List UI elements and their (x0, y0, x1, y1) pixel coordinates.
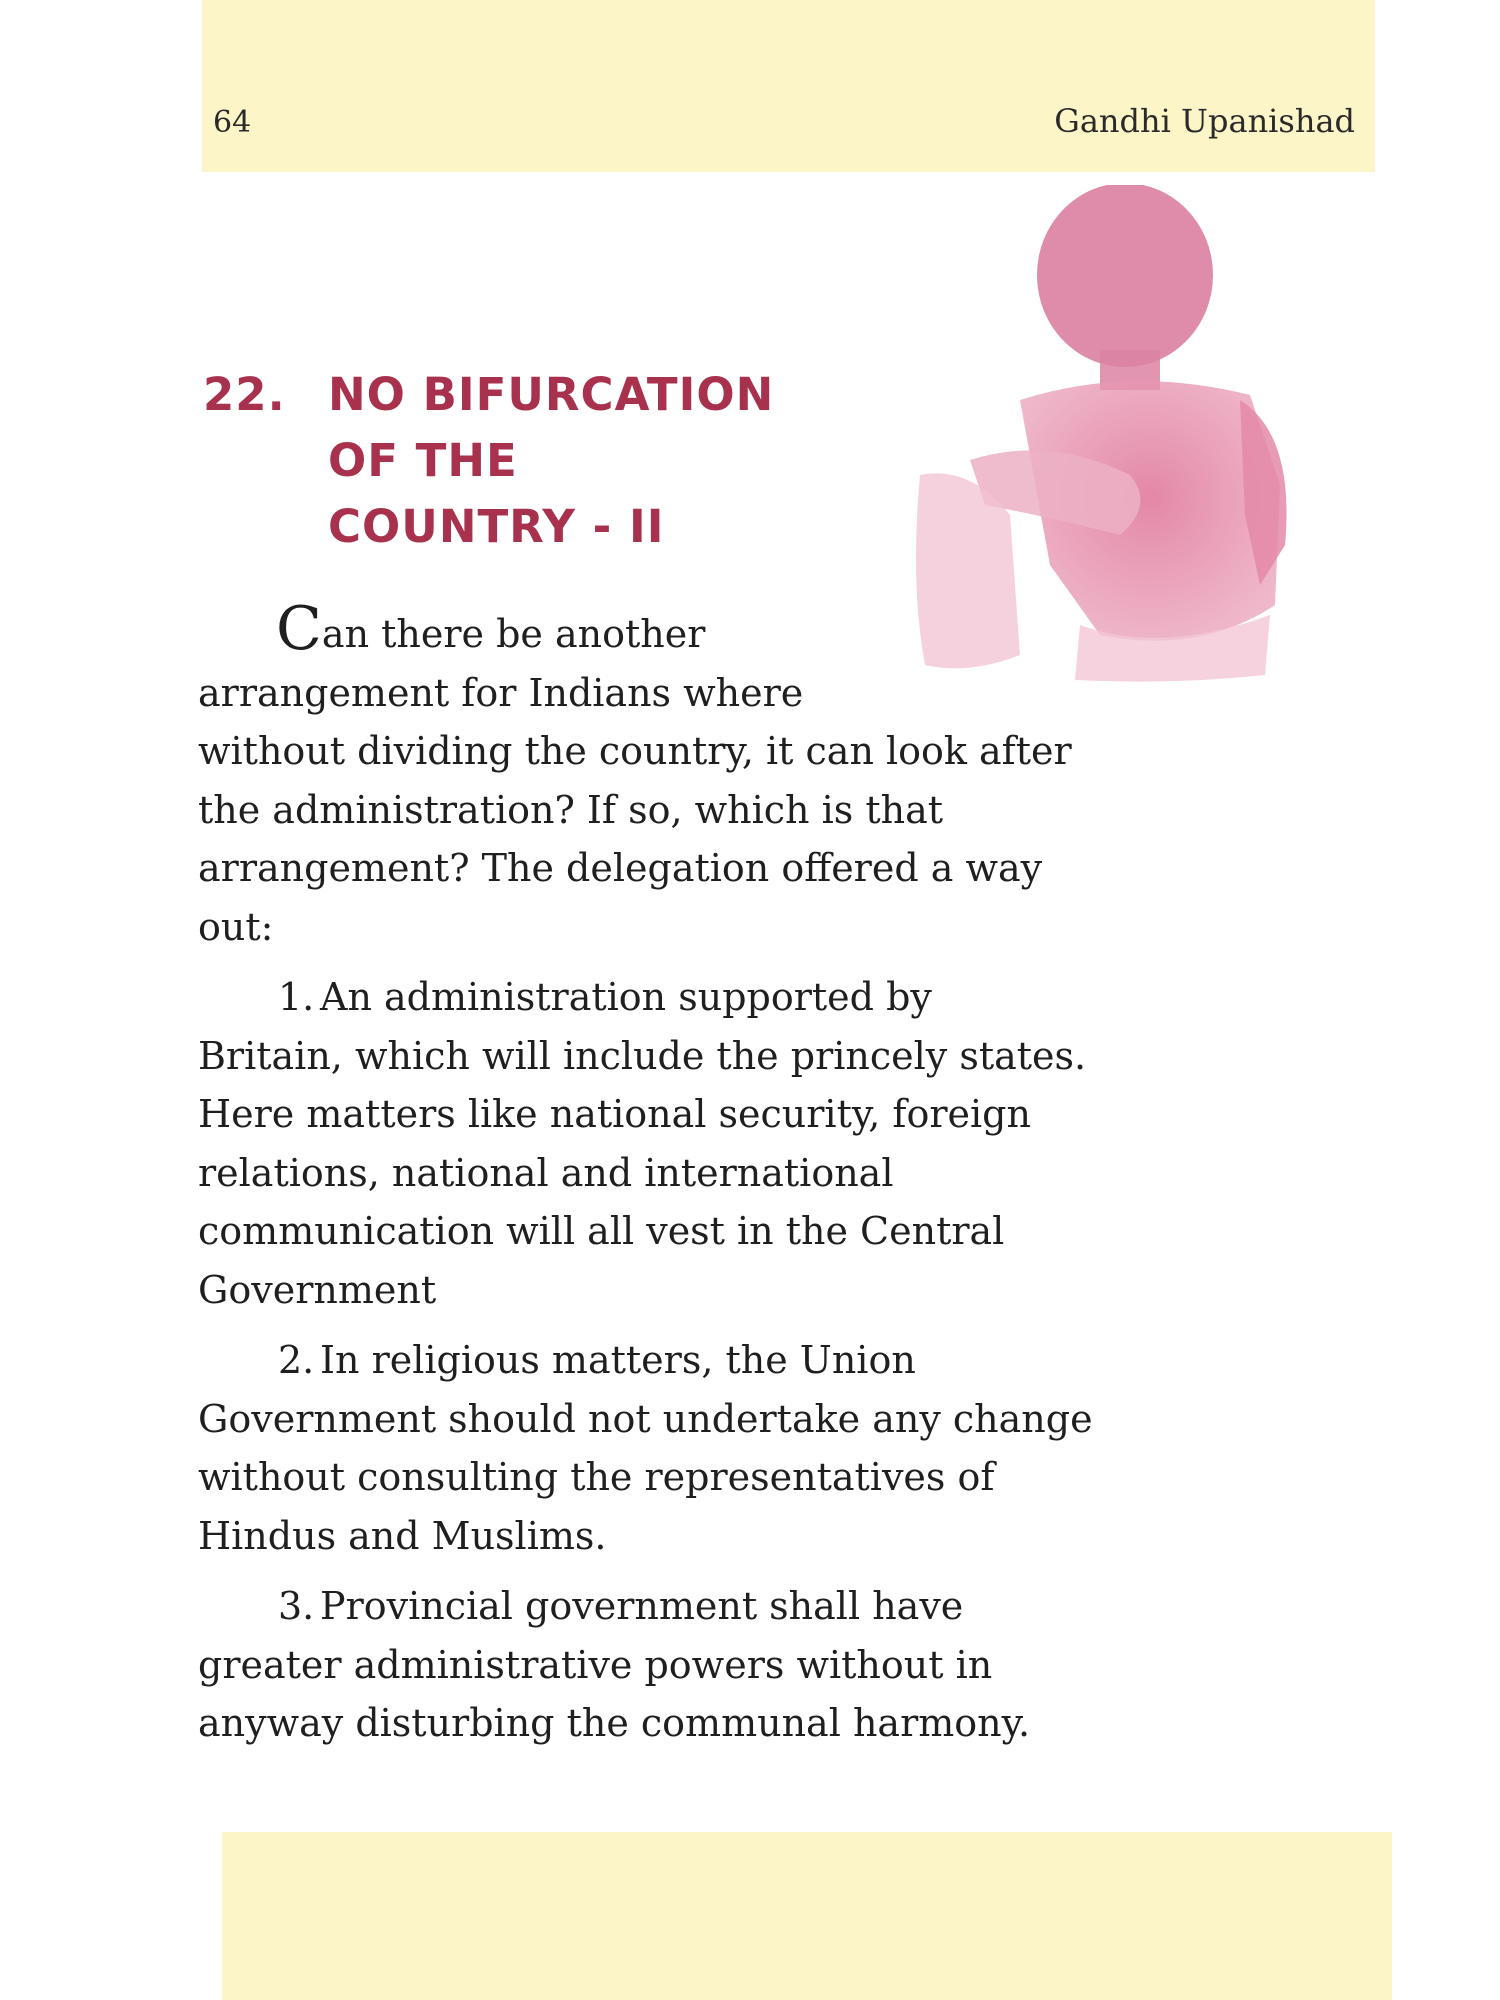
list-item-text: Provincial government shall have greater administrative powers without in anyway disturbing the communal harmony. (198, 1584, 1031, 1745)
list-item-number: 1. (278, 975, 315, 1019)
list-item-text: In religious matters, the Union Government should not undertake any change without consulting the representatives of Hindus and Muslims. (198, 1338, 1093, 1558)
running-title: Gandhi Upanishad (1054, 102, 1355, 140)
list-item-number: 2. (278, 1338, 315, 1382)
list-item-text: An administration supported by Britain, which will include the princely states. Here matters like national security, foreign relations, national and international communication will all vest in the Central Government (198, 975, 1087, 1312)
body-text (198, 594, 1338, 1753)
header-band (202, 0, 1375, 172)
intro-paragraph (198, 594, 1338, 956)
list-item-number: 3. (278, 1584, 315, 1628)
chapter-heading (203, 362, 863, 553)
drop-cap: C (276, 594, 322, 664)
list-item (198, 1577, 1338, 1753)
chapter-number: 22. (203, 368, 286, 421)
page-number: 64 (213, 105, 252, 140)
chapter-title: NO BIFURCATION OF THE COUNTRY - II (328, 368, 775, 553)
footer-band (222, 1832, 1392, 2000)
intro-text: an there be another arrangement for Indians where without dividing the country, it can look after the administration? If so, which is that arrangement? The delegation offered a way out: (198, 612, 1072, 949)
list-item (198, 1331, 1338, 1565)
list-item (198, 968, 1338, 1319)
